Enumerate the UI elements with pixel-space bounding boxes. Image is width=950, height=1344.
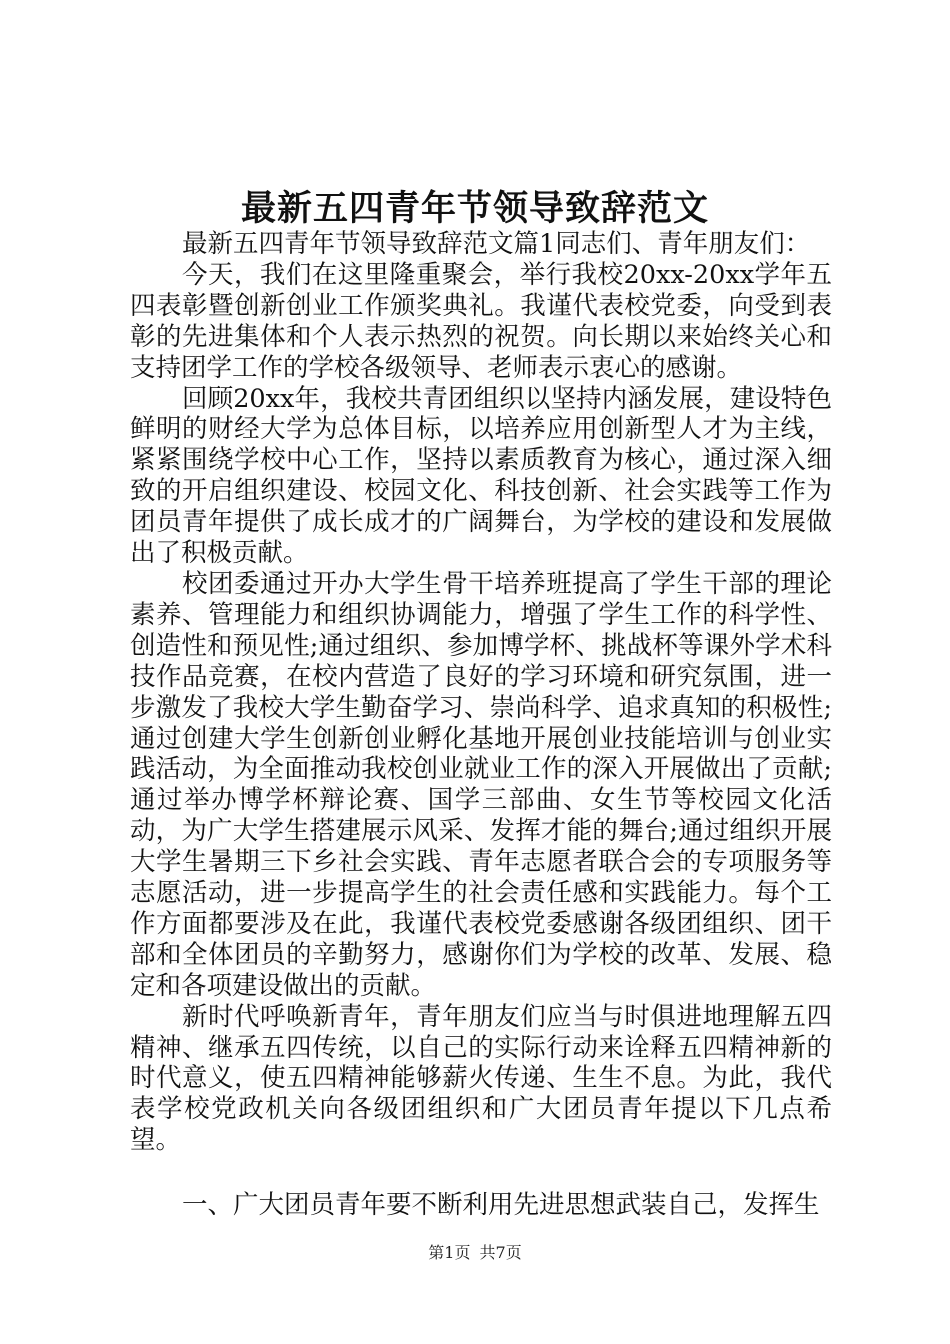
page-number: 第1页 bbox=[428, 1243, 471, 1262]
paragraph-review: 回顾20xx年，我校共青团组织以坚持内涵发展，建设特色鲜明的财经大学为总体目标，以培养应用创新型人才为主线，紧紧围绕学校中心工作，坚持以素质教育为核心，通过深入细致的开启组织建设、校园文化、科技创新、社会实践等工作为团员青年提供了成长成才的广阔舞台，为学校的建设和发展做出了积极贡献。 bbox=[130, 383, 832, 569]
paragraph-achievements: 校团委通过开办大学生骨干培养班提高了学生干部的理论素养、管理能力和组织协调能力，增强了学生工作的科学性、创造性和预见性;通过组织、参加博学杯、挑战杯等课外学术科技作品竞赛，在校内营造了良好的学习环境和研究氛围，进一步激发了我校大学生勤奋学习、崇尚科学、追求真知的积极性;通过创建大学生创新创业孵化基地开展创业技能培训与创业实践活动，为全面推动我校创业就业工作的深入开展做出了贡献;通过举办博学杯辩论赛、国学三部曲、女生节等校园文化活动，为广大学生搭建展示风采、发挥才能的舞台;通过组织开展大学生暑期三下乡社会实践、青年志愿者联合会的专项服务等志愿活动，进一步提高学生的社会责任感和实践能力。每个工作方面都要涉及在此，我谨代表校党委感谢各级团组织、团干部和全体团员的辛勤努力，感谢你们为学校的改革、发展、稳定和各项建设做出的贡献。 bbox=[130, 568, 832, 1001]
paragraph-salutation: 最新五四青年节领导致辞范文篇1同志们、青年朋友们： bbox=[182, 229, 811, 259]
paragraph-opening: 今天，我们在这里隆重聚会，举行我校20xx-20xx学年五四表彰暨创新创业工作颁奖典礼。我谨代表校党委，向受到表彰的先进集体和个人表示热烈的祝贺。向长期以来始终关心和支持团学工作的学校各级领导、老师表示衷心的感谢。 bbox=[130, 259, 832, 383]
document-title: 最新五四青年节领导致辞范文 bbox=[240, 189, 709, 229]
paragraph-point-one: 一、广大团员青年要不断利用先进思想武装自己，发挥生 bbox=[182, 1190, 820, 1221]
page-footer bbox=[0, 1242, 950, 1264]
document-body bbox=[130, 229, 832, 1221]
page-total: 共7页 bbox=[479, 1243, 522, 1262]
paragraph-new-era: 新时代呼唤新青年，青年朋友们应当与时俱进地理解五四精神、继承五四传统，以自己的实际行动来诠释五四精神新的时代意义，使五四精神能够薪火传递、生生不息。为此，我代表学校党政机关向各级团组织和广大团员青年提以下几点希望。 bbox=[130, 1001, 832, 1156]
